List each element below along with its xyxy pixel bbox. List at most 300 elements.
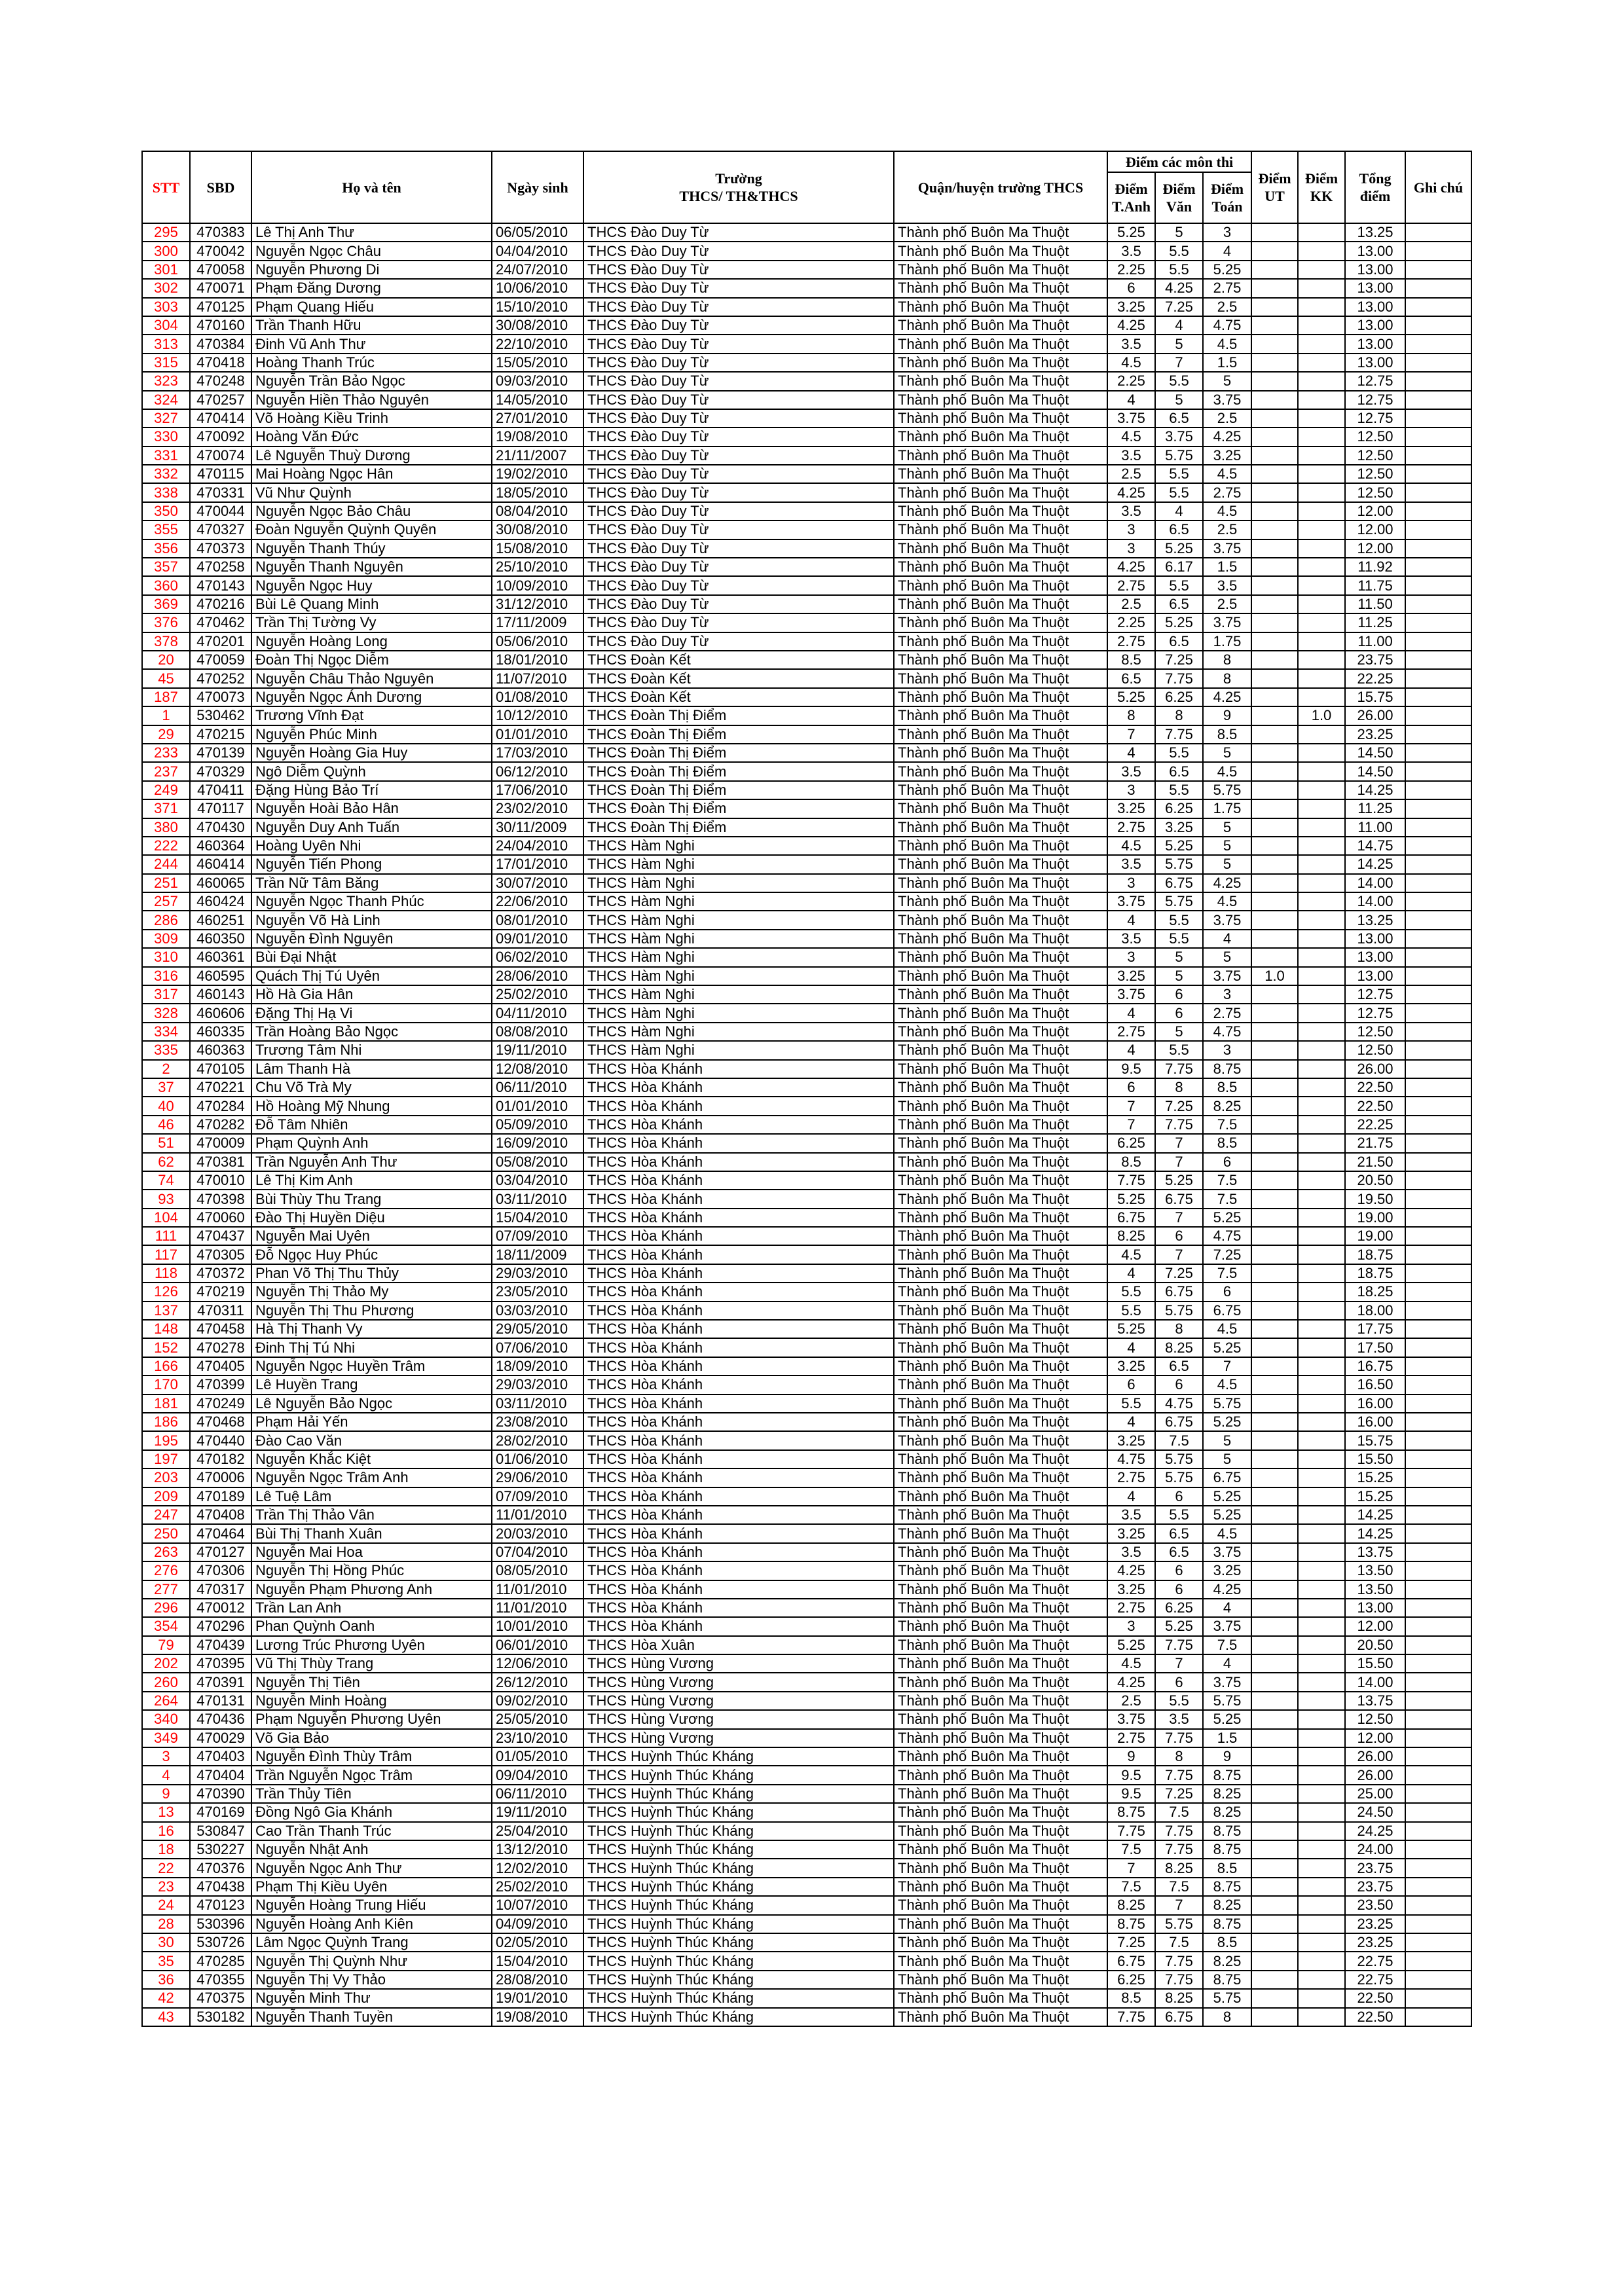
cell-name: Trần Nữ Tâm Băng: [251, 874, 492, 892]
cell-kk: [1298, 2008, 1345, 2026]
cell-dob: 17/06/2010: [492, 781, 583, 799]
cell-sbd: 470405: [190, 1357, 251, 1376]
cell-district: Thành phố Buôn Ma Thuột: [894, 1803, 1107, 1821]
cell-total: 14.50: [1345, 744, 1405, 762]
cell-lit: 7.25: [1155, 298, 1203, 316]
cell-district: Thành phố Buôn Ma Thuột: [894, 261, 1107, 279]
cell-dob: 25/05/2010: [492, 1710, 583, 1728]
cell-total: 13.50: [1345, 1561, 1405, 1580]
cell-lit: 5: [1155, 223, 1203, 242]
cell-note: [1405, 762, 1471, 780]
cell-sbd: 470044: [190, 502, 251, 520]
cell-school: THCS Đào Duy Từ: [583, 465, 894, 483]
cell-total: 22.75: [1345, 1971, 1405, 1989]
cell-note: [1405, 930, 1471, 948]
cell-total: 16.75: [1345, 1357, 1405, 1376]
cell-ut: [1251, 1524, 1298, 1542]
cell-kk: [1298, 391, 1345, 409]
cell-stt: 40: [142, 1097, 190, 1115]
cell-dob: 09/04/2010: [492, 1766, 583, 1784]
cell-eng: 2.75: [1107, 1599, 1155, 1617]
cell-eng: 3.5: [1107, 1543, 1155, 1561]
cell-name: Lê Thị Kim Anh: [251, 1171, 492, 1190]
cell-district: Thành phố Buôn Ma Thuột: [894, 1468, 1107, 1487]
cell-ut: [1251, 1209, 1298, 1227]
cell-dob: 24/07/2010: [492, 261, 583, 279]
header-sbd: SBD: [190, 151, 251, 223]
cell-kk: [1298, 1933, 1345, 1952]
cell-ut: [1251, 1004, 1298, 1022]
cell-ut: [1251, 781, 1298, 799]
cell-eng: 4: [1107, 391, 1155, 409]
table-body: [142, 223, 1471, 2026]
cell-ut: [1251, 391, 1298, 409]
cell-kk: [1298, 1060, 1345, 1078]
cell-sbd: 470139: [190, 744, 251, 762]
cell-ut: [1251, 613, 1298, 632]
cell-total: 13.00: [1345, 1599, 1405, 1617]
table-row: [142, 1636, 1471, 1654]
cell-sbd: 470384: [190, 335, 251, 353]
cell-math: 3.75: [1203, 911, 1251, 929]
cell-ut: [1251, 1766, 1298, 1784]
cell-sbd: 470143: [190, 576, 251, 594]
cell-ut: [1251, 558, 1298, 576]
cell-note: [1405, 595, 1471, 613]
cell-district: Thành phố Buôn Ma Thuột: [894, 1561, 1107, 1580]
cell-eng: 4: [1107, 1041, 1155, 1059]
cell-eng: 2.75: [1107, 632, 1155, 651]
cell-math: 7.5: [1203, 1636, 1251, 1654]
cell-lit: 5: [1155, 948, 1203, 966]
cell-eng: 3.5: [1107, 1506, 1155, 1524]
cell-stt: 332: [142, 465, 190, 483]
cell-ut: [1251, 1878, 1298, 1896]
cell-district: Thành phố Buôn Ma Thuột: [894, 298, 1107, 316]
cell-ut: [1251, 818, 1298, 837]
table-row: [142, 335, 1471, 353]
cell-total: 14.25: [1345, 1524, 1405, 1542]
cell-math: 8: [1203, 2008, 1251, 2026]
table-row: [142, 892, 1471, 911]
cell-dob: 15/10/2010: [492, 298, 583, 316]
cell-district: Thành phố Buôn Ma Thuột: [894, 1822, 1107, 1840]
cell-eng: 2.75: [1107, 1729, 1155, 1747]
cell-school: THCS Đoàn Thị Điểm: [583, 725, 894, 744]
cell-kk: [1298, 818, 1345, 837]
cell-sbd: 530847: [190, 1822, 251, 1840]
cell-name: Vũ Thị Thùy Trang: [251, 1654, 492, 1673]
cell-kk: [1298, 1376, 1345, 1394]
cell-stt: 29: [142, 725, 190, 744]
cell-sbd: 470399: [190, 1376, 251, 1394]
cell-lit: 8: [1155, 1078, 1203, 1097]
cell-note: [1405, 1710, 1471, 1728]
cell-school: THCS Hòa Khánh: [583, 1357, 894, 1376]
cell-stt: 349: [142, 1729, 190, 1747]
cell-lit: 5.5: [1155, 261, 1203, 279]
cell-sbd: 470375: [190, 1989, 251, 2007]
cell-math: 6.75: [1203, 1468, 1251, 1487]
cell-total: 13.75: [1345, 1692, 1405, 1710]
cell-sbd: 470285: [190, 1952, 251, 1970]
cell-dob: 03/11/2010: [492, 1190, 583, 1208]
table-row: [142, 948, 1471, 966]
cell-note: [1405, 1116, 1471, 1134]
cell-math: 3.75: [1203, 1673, 1251, 1691]
cell-dob: 07/09/2010: [492, 1487, 583, 1506]
cell-lit: 6.17: [1155, 558, 1203, 576]
table-row: [142, 354, 1471, 372]
cell-note: [1405, 354, 1471, 372]
table-row: [142, 818, 1471, 837]
table-row: [142, 1822, 1471, 1840]
table-row: [142, 1673, 1471, 1691]
cell-kk: [1298, 483, 1345, 501]
cell-note: [1405, 1060, 1471, 1078]
cell-ut: [1251, 1971, 1298, 1989]
cell-dob: 10/07/2010: [492, 1896, 583, 1914]
cell-note: [1405, 1227, 1471, 1245]
cell-total: 12.00: [1345, 1729, 1405, 1747]
cell-note: [1405, 874, 1471, 892]
cell-sbd: 460251: [190, 911, 251, 929]
cell-stt: 28: [142, 1915, 190, 1933]
cell-math: 8.5: [1203, 1859, 1251, 1877]
cell-eng: 3.25: [1107, 1524, 1155, 1542]
cell-note: [1405, 1190, 1471, 1208]
table-row: [142, 242, 1471, 260]
cell-note: [1405, 1971, 1471, 1989]
cell-dob: 23/10/2010: [492, 1729, 583, 1747]
cell-kk: [1298, 316, 1345, 335]
cell-stt: 360: [142, 576, 190, 594]
cell-ut: [1251, 1654, 1298, 1673]
cell-ut: [1251, 1692, 1298, 1710]
cell-ut: [1251, 1561, 1298, 1580]
cell-name: Nguyễn Thanh Thúy: [251, 539, 492, 558]
cell-sbd: 470284: [190, 1097, 251, 1115]
cell-total: 26.00: [1345, 1060, 1405, 1078]
header-note: Ghi chú: [1405, 151, 1471, 223]
cell-name: Nguyễn Thị Tiên: [251, 1673, 492, 1691]
cell-lit: 6.25: [1155, 799, 1203, 818]
cell-stt: 16: [142, 1822, 190, 1840]
cell-lit: 7.75: [1155, 725, 1203, 744]
cell-eng: 2.25: [1107, 261, 1155, 279]
cell-kk: [1298, 1766, 1345, 1784]
cell-ut: [1251, 725, 1298, 744]
cell-dob: 28/02/2010: [492, 1431, 583, 1449]
cell-stt: 45: [142, 669, 190, 687]
cell-name: Bùi Đại Nhật: [251, 948, 492, 966]
cell-kk: [1298, 1097, 1345, 1115]
cell-dob: 06/12/2010: [492, 762, 583, 780]
cell-dob: 01/01/2010: [492, 1097, 583, 1115]
header-total-line2: điểm: [1359, 188, 1391, 204]
cell-district: Thành phố Buôn Ma Thuột: [894, 632, 1107, 651]
cell-kk: [1298, 1357, 1345, 1376]
cell-eng: 3.75: [1107, 892, 1155, 911]
cell-name: Hoàng Thanh Trúc: [251, 354, 492, 372]
cell-lit: 6.5: [1155, 409, 1203, 428]
cell-district: Thành phố Buôn Ma Thuột: [894, 1078, 1107, 1097]
cell-name: Đào Cao Văn: [251, 1431, 492, 1449]
cell-ut: [1251, 1264, 1298, 1283]
cell-dob: 31/12/2010: [492, 595, 583, 613]
cell-school: THCS Hàm Nghi: [583, 874, 894, 892]
table-row: [142, 1878, 1471, 1896]
cell-school: THCS Đào Duy Từ: [583, 242, 894, 260]
cell-stt: 152: [142, 1338, 190, 1357]
cell-kk: [1298, 261, 1345, 279]
cell-dob: 02/05/2010: [492, 1933, 583, 1952]
cell-sbd: 460143: [190, 985, 251, 1004]
cell-district: Thành phố Buôn Ma Thuột: [894, 1692, 1107, 1710]
cell-sbd: 470169: [190, 1803, 251, 1821]
cell-name: Nguyễn Ngọc Huyền Trâm: [251, 1357, 492, 1376]
cell-stt: 335: [142, 1041, 190, 1059]
cell-lit: 5: [1155, 391, 1203, 409]
cell-note: [1405, 1153, 1471, 1171]
cell-math: 8.75: [1203, 1971, 1251, 1989]
cell-district: Thành phố Buôn Ma Thuột: [894, 1859, 1107, 1877]
header-school-line2: THCS/ TH&THCS: [679, 188, 798, 204]
cell-sbd: 470248: [190, 372, 251, 390]
cell-note: [1405, 1803, 1471, 1821]
cell-kk: [1298, 1692, 1345, 1710]
cell-note: [1405, 1376, 1471, 1394]
header-lit-line2: Văn: [1166, 198, 1192, 215]
cell-sbd: 470257: [190, 391, 251, 409]
cell-note: [1405, 1896, 1471, 1914]
cell-eng: 4.75: [1107, 1450, 1155, 1468]
cell-note: [1405, 744, 1471, 762]
table-row: [142, 1692, 1471, 1710]
cell-lit: 7.75: [1155, 1952, 1203, 1970]
cell-lit: 8: [1155, 1320, 1203, 1338]
cell-sbd: 470376: [190, 1859, 251, 1877]
header-math-line1: Điểm: [1210, 181, 1244, 197]
cell-district: Thành phố Buôn Ma Thuột: [894, 1450, 1107, 1468]
cell-stt: 126: [142, 1283, 190, 1301]
table-row: [142, 1952, 1471, 1970]
cell-total: 14.25: [1345, 781, 1405, 799]
cell-kk: [1298, 632, 1345, 651]
cell-name: Nguyễn Hoàng Anh Kiên: [251, 1915, 492, 1933]
cell-name: Bùi Lê Quang Minh: [251, 595, 492, 613]
cell-eng: 3.5: [1107, 335, 1155, 353]
cell-lit: 4.75: [1155, 1394, 1203, 1413]
cell-kk: [1298, 669, 1345, 687]
cell-name: Nguyễn Châu Thảo Nguyên: [251, 669, 492, 687]
cell-kk: [1298, 1116, 1345, 1134]
cell-school: THCS Đào Duy Từ: [583, 261, 894, 279]
cell-stt: 24: [142, 1896, 190, 1914]
cell-school: THCS Huỳnh Thúc Kháng: [583, 1971, 894, 1989]
cell-note: [1405, 1933, 1471, 1952]
cell-name: Nguyễn Phúc Minh: [251, 725, 492, 744]
cell-math: 9: [1203, 706, 1251, 725]
cell-total: 14.00: [1345, 892, 1405, 911]
cell-stt: 181: [142, 1394, 190, 1413]
cell-lit: 7.75: [1155, 1766, 1203, 1784]
table-row: [142, 223, 1471, 242]
cell-math: 4.25: [1203, 874, 1251, 892]
cell-name: Nguyễn Thị Quỳnh Như: [251, 1952, 492, 1970]
cell-math: 5.25: [1203, 1413, 1251, 1431]
cell-eng: 6.25: [1107, 1971, 1155, 1989]
cell-ut: [1251, 688, 1298, 706]
cell-name: Nguyễn Thị Vy Thảo: [251, 1971, 492, 1989]
cell-sbd: 470105: [190, 1060, 251, 1078]
cell-district: Thành phố Buôn Ma Thuột: [894, 520, 1107, 539]
cell-school: THCS Hùng Vương: [583, 1692, 894, 1710]
cell-school: THCS Đoàn Kết: [583, 669, 894, 687]
cell-stt: 137: [142, 1302, 190, 1320]
table-row: [142, 1580, 1471, 1599]
cell-school: THCS Đào Duy Từ: [583, 354, 894, 372]
cell-stt: 295: [142, 223, 190, 242]
cell-sbd: 470074: [190, 446, 251, 465]
cell-kk: [1298, 1747, 1345, 1766]
table-row: [142, 316, 1471, 335]
cell-eng: 3.25: [1107, 799, 1155, 818]
cell-dob: 03/11/2010: [492, 1394, 583, 1413]
cell-name: Đinh Thị Tú Nhi: [251, 1338, 492, 1357]
cell-dob: 05/06/2010: [492, 632, 583, 651]
cell-district: Thành phố Buôn Ma Thuột: [894, 1097, 1107, 1115]
cell-total: 11.25: [1345, 799, 1405, 818]
cell-sbd: 470355: [190, 1971, 251, 1989]
cell-dob: 19/01/2010: [492, 1989, 583, 2007]
cell-note: [1405, 2008, 1471, 2026]
cell-stt: 371: [142, 799, 190, 818]
cell-total: 11.25: [1345, 613, 1405, 632]
cell-kk: [1298, 613, 1345, 632]
cell-math: 2.5: [1203, 298, 1251, 316]
cell-stt: 4: [142, 1766, 190, 1784]
cell-dob: 11/01/2010: [492, 1506, 583, 1524]
cell-lit: 7: [1155, 1896, 1203, 1914]
cell-math: 3.75: [1203, 539, 1251, 558]
cell-eng: 4: [1107, 1004, 1155, 1022]
cell-ut: [1251, 874, 1298, 892]
cell-sbd: 470414: [190, 409, 251, 428]
cell-math: 5: [1203, 744, 1251, 762]
cell-ut: [1251, 1785, 1298, 1803]
cell-dob: 17/03/2010: [492, 744, 583, 762]
cell-lit: 5.5: [1155, 1506, 1203, 1524]
cell-district: Thành phố Buôn Ma Thuột: [894, 948, 1107, 966]
cell-name: Nguyễn Minh Hoàng: [251, 1692, 492, 1710]
table-row: [142, 855, 1471, 873]
cell-lit: 4.25: [1155, 279, 1203, 297]
cell-school: THCS Hòa Khánh: [583, 1134, 894, 1152]
cell-math: 4.5: [1203, 335, 1251, 353]
cell-name: Phạm Đăng Dương: [251, 279, 492, 297]
cell-kk: [1298, 1580, 1345, 1599]
cell-sbd: 470404: [190, 1766, 251, 1784]
cell-school: THCS Hàm Nghi: [583, 985, 894, 1004]
table-row: [142, 1617, 1471, 1635]
cell-eng: 7.5: [1107, 1840, 1155, 1859]
cell-total: 24.50: [1345, 1803, 1405, 1821]
cell-school: THCS Đào Duy Từ: [583, 446, 894, 465]
cell-note: [1405, 948, 1471, 966]
cell-math: 7.5: [1203, 1171, 1251, 1190]
cell-school: THCS Hòa Khánh: [583, 1302, 894, 1320]
cell-kk: [1298, 1896, 1345, 1914]
table-row: [142, 1134, 1471, 1152]
cell-math: 3.75: [1203, 613, 1251, 632]
cell-sbd: 470390: [190, 1785, 251, 1803]
cell-note: [1405, 1692, 1471, 1710]
cell-ut: [1251, 1134, 1298, 1152]
cell-kk: [1298, 279, 1345, 297]
cell-ut: [1251, 576, 1298, 594]
cell-note: [1405, 520, 1471, 539]
cell-name: Quách Thị Tú Uyên: [251, 967, 492, 985]
cell-math: 7.5: [1203, 1264, 1251, 1283]
cell-kk: [1298, 520, 1345, 539]
cell-eng: 9.5: [1107, 1060, 1155, 1078]
cell-dob: 18/11/2009: [492, 1245, 583, 1264]
cell-total: 24.00: [1345, 1840, 1405, 1859]
cell-ut: [1251, 483, 1298, 501]
cell-stt: 276: [142, 1561, 190, 1580]
table-row: [142, 1933, 1471, 1952]
cell-note: [1405, 391, 1471, 409]
cell-eng: 2.5: [1107, 465, 1155, 483]
cell-math: 4.5: [1203, 465, 1251, 483]
cell-lit: 5.25: [1155, 837, 1203, 855]
cell-lit: 5: [1155, 335, 1203, 353]
cell-lit: 6.5: [1155, 520, 1203, 539]
cell-school: THCS Đoàn Thị Điểm: [583, 799, 894, 818]
cell-district: Thành phố Buôn Ma Thuột: [894, 465, 1107, 483]
cell-lit: 7.75: [1155, 1822, 1203, 1840]
cell-stt: 1: [142, 706, 190, 725]
cell-name: Nguyễn Tiến Phong: [251, 855, 492, 873]
cell-school: THCS Huỳnh Thúc Kháng: [583, 1785, 894, 1803]
cell-total: 18.25: [1345, 1283, 1405, 1301]
cell-kk: [1298, 781, 1345, 799]
cell-kk: [1298, 539, 1345, 558]
cell-eng: 2.25: [1107, 613, 1155, 632]
cell-sbd: 470010: [190, 1171, 251, 1190]
cell-lit: 5.75: [1155, 855, 1203, 873]
cell-school: THCS Đào Duy Từ: [583, 409, 894, 428]
cell-name: Hồ Hà Gia Hân: [251, 985, 492, 1004]
cell-sbd: 470458: [190, 1320, 251, 1338]
cell-note: [1405, 1041, 1471, 1059]
cell-district: Thành phố Buôn Ma Thuột: [894, 1989, 1107, 2007]
cell-math: 5: [1203, 837, 1251, 855]
cell-kk: [1298, 1840, 1345, 1859]
cell-school: THCS Hàm Nghi: [583, 892, 894, 911]
cell-district: Thành phố Buôn Ma Thuột: [894, 1580, 1107, 1599]
cell-dob: 07/09/2010: [492, 1227, 583, 1245]
table-row: [142, 1041, 1471, 1059]
cell-lit: 5.25: [1155, 1171, 1203, 1190]
cell-lit: 6.75: [1155, 874, 1203, 892]
cell-eng: 7.75: [1107, 2008, 1155, 2026]
cell-kk: [1298, 1209, 1345, 1227]
cell-note: [1405, 613, 1471, 632]
cell-eng: 3.5: [1107, 446, 1155, 465]
cell-sbd: 470252: [190, 669, 251, 687]
